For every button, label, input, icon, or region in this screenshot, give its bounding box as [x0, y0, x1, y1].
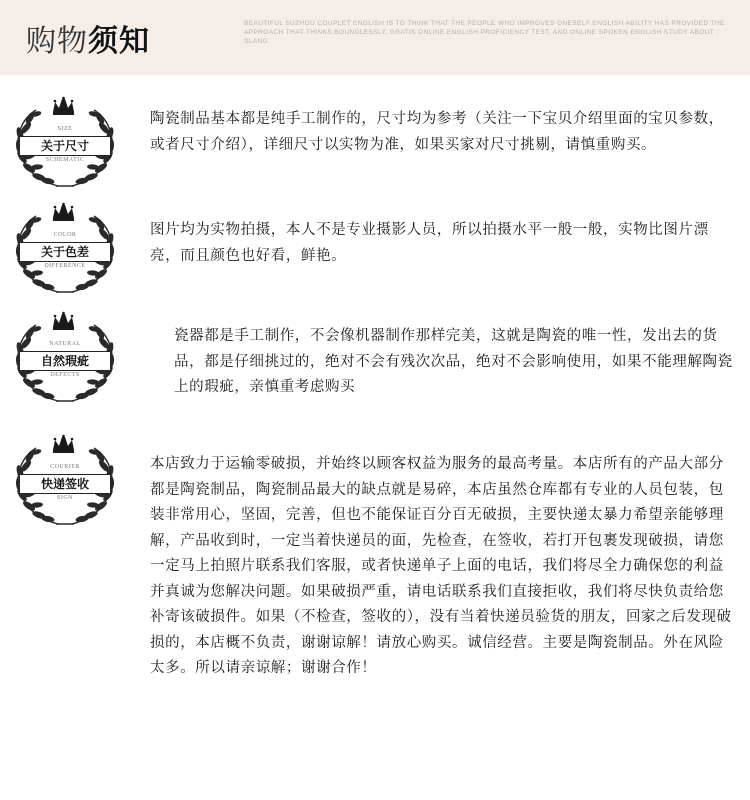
section-text-defects: 瓷器都是手工制作，不会像机器制作那样完美，这就是陶瓷的唯一性，发出去的货品，都是仔细挑过的，绝对不会有残次次品，绝对不会影响使用，如果不能理解陶瓷上的瑕疵，亲慎重考虑购买 [174, 328, 733, 395]
laurel-badge-size [6, 90, 124, 200]
title-emphasis: 须知 [88, 24, 150, 59]
section-text-size: 陶瓷制品基本都是纯手工制作的，尺寸均为参考（关注一下宝贝介绍里面的宝贝参数，或者尺寸介绍），详细尺寸以实物为准，如果买家对尺寸挑剔，请慎重购买。 [150, 111, 724, 153]
badge-caption-bottom: DEFECTS [50, 372, 80, 378]
laurel-badge-defects [6, 305, 124, 415]
badge-label: 自然瑕疵 [40, 354, 89, 368]
title-prefix: 购物 [26, 24, 88, 59]
badge-label: 关于尺寸 [40, 139, 89, 153]
section-text-courier: 本店致力于运输零破损，并始终以顾客权益为服务的最高考量。本店所有的产品大部分都是陶瓷制品，陶瓷制品最大的缺点就是易碎，本店虽然仓库都有专业的人员包装，包装非常用心，坚固，完善，但也不能保证百分百无破损，主要快递太暴力希望亲能够理解，产品收到时，一定当着快递员的面，先检查，在签收，若打开包裹发现破损，请您一定马上拍照片联系我们客服，或者快递单子上面的电话，我们将尽全力确保您的利益并真诚为您解决问题。如果破损严重，请电话联系我们直接拒收，我们将尽快负责给您补寄该破损件。如果（不检查，签收的），没有当着快递员验货的朋友，回家之后发现破损的，本店概不负责，谢谢谅解！请放心购买。诚信经营。主要是陶瓷制品。外在风险太多。所以请亲谅解；谢谢合作！ [150, 456, 732, 676]
badge-caption-bottom: DIFFERENCE [44, 263, 86, 269]
badge-caption-top: SIZE [57, 126, 73, 132]
badge-label: 关于色差 [40, 245, 89, 259]
laurel-badge-color [6, 196, 124, 306]
page-title [26, 16, 150, 60]
badge-label: 快递签收 [40, 477, 89, 491]
badge-caption-top: COLOR [53, 232, 77, 238]
badge-caption-top: NATURAL [49, 341, 81, 347]
badge-caption-bottom: SIGN [56, 495, 73, 501]
badge-caption-top: COURIER [50, 464, 80, 470]
laurel-badge-courier [6, 428, 124, 538]
badge-caption-bottom: SCHEMATIC [45, 157, 85, 163]
decorative-english-subtitle: BEAUTIFUL SUZHOU COUPLET ENGLISH IS TO THINK THAT THE PEOPLE WHO IMPROVES ONESELF ENGLISH ABILITY HAS PROVIDED THE APPROACH THAT THINKS BOUNDLESSLY, GRATIS ONLINE ENGLISH PROFICIENCY TEST, AND ONLINE SPOKEN ENGLISH STUDY ABOUT ; SLANG [244, 20, 725, 45]
section-text-color: 图片均为实物拍摄，本人不是专业摄影人员，所以拍摄水平一般一般，实物比图片漂亮，而且颜色也好看，鲜艳。 [150, 222, 709, 264]
page-header [0, 0, 750, 75]
